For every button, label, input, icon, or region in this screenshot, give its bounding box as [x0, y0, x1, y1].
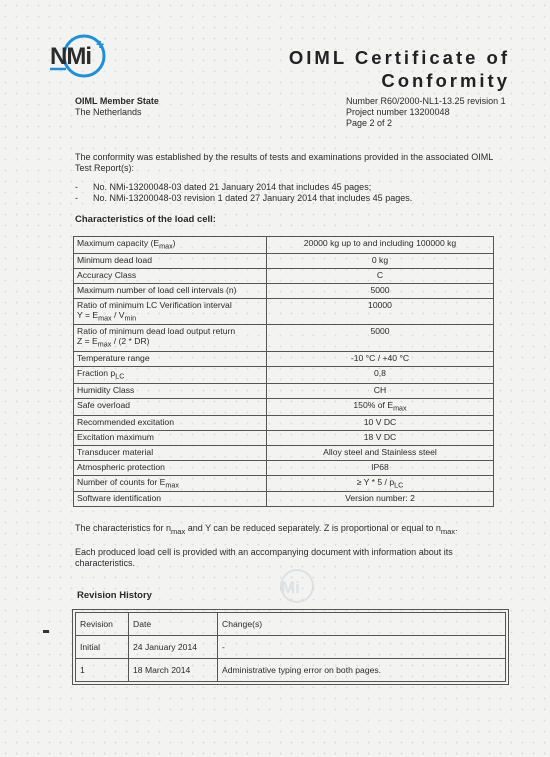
value-cell: IP68 [267, 460, 494, 475]
table-header-row [76, 613, 506, 636]
table-row [74, 492, 494, 507]
table-row [74, 298, 494, 325]
param-cell: Software identification [74, 492, 267, 507]
member-state-label: OIML Member State [75, 96, 159, 106]
revision-cell: 1 [76, 659, 129, 682]
column-header: Change(s) [218, 613, 506, 636]
change-cell: - [218, 636, 506, 659]
value-cell: Version number: 2 [267, 492, 494, 507]
param-cell: Accuracy Class [74, 268, 267, 283]
list-item: - No. NMi-13200048-03 dated 21 January 2014 that includes 45 pages; [75, 182, 372, 192]
value-cell: Alloy steel and Stainless steel [267, 445, 494, 460]
table-row [74, 237, 494, 254]
table-row [74, 415, 494, 430]
title-line-1: OIML Certificate of [288, 47, 510, 68]
param-cell: Fraction $p_{LC}$ [74, 367, 267, 384]
certificate-references [346, 96, 506, 129]
value-cell: CH [267, 383, 494, 398]
certificate-number: Number R60/2000-NL1-13.25 revision 1 [346, 96, 506, 106]
value-cell: -10 °C / +40 °C [267, 352, 494, 367]
param-cell: Ratio of minimum dead load output return $Z = E_{max} / (2 * DR)$ [74, 325, 267, 352]
param-cell: Transducer material [74, 445, 267, 460]
nmi-logo [44, 33, 120, 79]
nmi-watermark-icon [268, 566, 326, 606]
table-row [74, 283, 494, 298]
characteristics-note: The characteristics for $n_{max}$ and Y can be reduced separately. Z is proportional or equal to $n_{max}$. [75, 523, 458, 536]
column-header: Date [129, 613, 218, 636]
revision-cell: Initial [76, 636, 129, 659]
table-row [76, 659, 506, 682]
param-cell: Maximum capacity $(E_{max})$ [74, 237, 267, 254]
value-cell: 10 V DC [267, 415, 494, 430]
param-cell: Minimum dead load [74, 253, 267, 268]
value-cell: ≥ Y * $5 / p_{LC}$ [267, 475, 494, 492]
table-row [74, 460, 494, 475]
value-cell: 10000 [267, 298, 494, 325]
svg-text:Mi: Mi [281, 578, 300, 597]
svg-text:+: + [96, 36, 105, 52]
column-header: Revision [76, 613, 129, 636]
table-row [74, 367, 494, 384]
param-cell: Humidity Class [74, 383, 267, 398]
value-cell: 0,8 [267, 367, 494, 384]
table-row [76, 636, 506, 659]
member-state-value: The Netherlands [75, 107, 142, 117]
value-cell: 18 V DC [267, 430, 494, 445]
param-cell: Temperature range [74, 352, 267, 367]
title-line-2: Conformity [381, 70, 510, 91]
param-cell: Safe overload [74, 398, 267, 415]
value-cell: 5000 [267, 325, 494, 352]
intro-paragraph: The conformity was established by the results of tests and examinations provided in the associated OIML Test Report(s): [75, 152, 493, 173]
date-cell: 18 March 2014 [129, 659, 218, 682]
table-row [74, 383, 494, 398]
table-row [74, 352, 494, 367]
param-cell: Excitation maximum [74, 430, 267, 445]
table-row [74, 475, 494, 492]
certificate-title [289, 46, 510, 92]
revision-history-table [75, 612, 506, 682]
param-cell: Recommended excitation [74, 415, 267, 430]
param-cell: Atmospheric protection [74, 460, 267, 475]
project-number: Project number 13200048 [346, 107, 450, 117]
member-state [75, 96, 159, 118]
table-row [74, 445, 494, 460]
value-cell: 5000 [267, 283, 494, 298]
report-text: No. NMi-13200048-03 dated 21 January 2014 that includes 45 pages; [93, 182, 372, 192]
table-row [74, 253, 494, 268]
test-report-list [75, 182, 412, 204]
list-item: - No. NMi-13200048-03 revision 1 dated 27 January 2014 that includes 45 pages. [75, 193, 413, 203]
param-cell: Number of counts for $E_{max}$ [74, 475, 267, 492]
load-cell-table [73, 236, 494, 507]
svg-text:NMi: NMi [50, 43, 91, 70]
punch-mark [43, 630, 49, 633]
change-cell: Administrative typing error on both pages. [218, 659, 506, 682]
page-number: Page 2 of 2 [346, 118, 393, 128]
param-cell: Maximum number of load cell intervals (n) [74, 283, 267, 298]
value-cell: C [267, 268, 494, 283]
value-cell: 150% of $E_{max}$ [267, 398, 494, 415]
param-cell: Ratio of minimum LC Verification interval $Y = E_{max} / V_{min}$ [74, 298, 267, 325]
load-cell-heading: Characteristics of the load cell: [75, 214, 216, 225]
table-row [74, 430, 494, 445]
table-row [74, 268, 494, 283]
revision-history-heading: Revision History [77, 590, 152, 601]
accompanying-document-note: Each produced load cell is provided with an accompanying document with information about its characteristics. [75, 547, 453, 568]
report-text: No. NMi-13200048-03 revision 1 dated 27 January 2014 that includes 45 pages. [93, 193, 413, 203]
table-row [74, 398, 494, 415]
value-cell: 20000 kg up to and including 100000 kg [267, 237, 494, 254]
table-row [74, 325, 494, 352]
date-cell: 24 January 2014 [129, 636, 218, 659]
value-cell: 0 kg [267, 253, 494, 268]
